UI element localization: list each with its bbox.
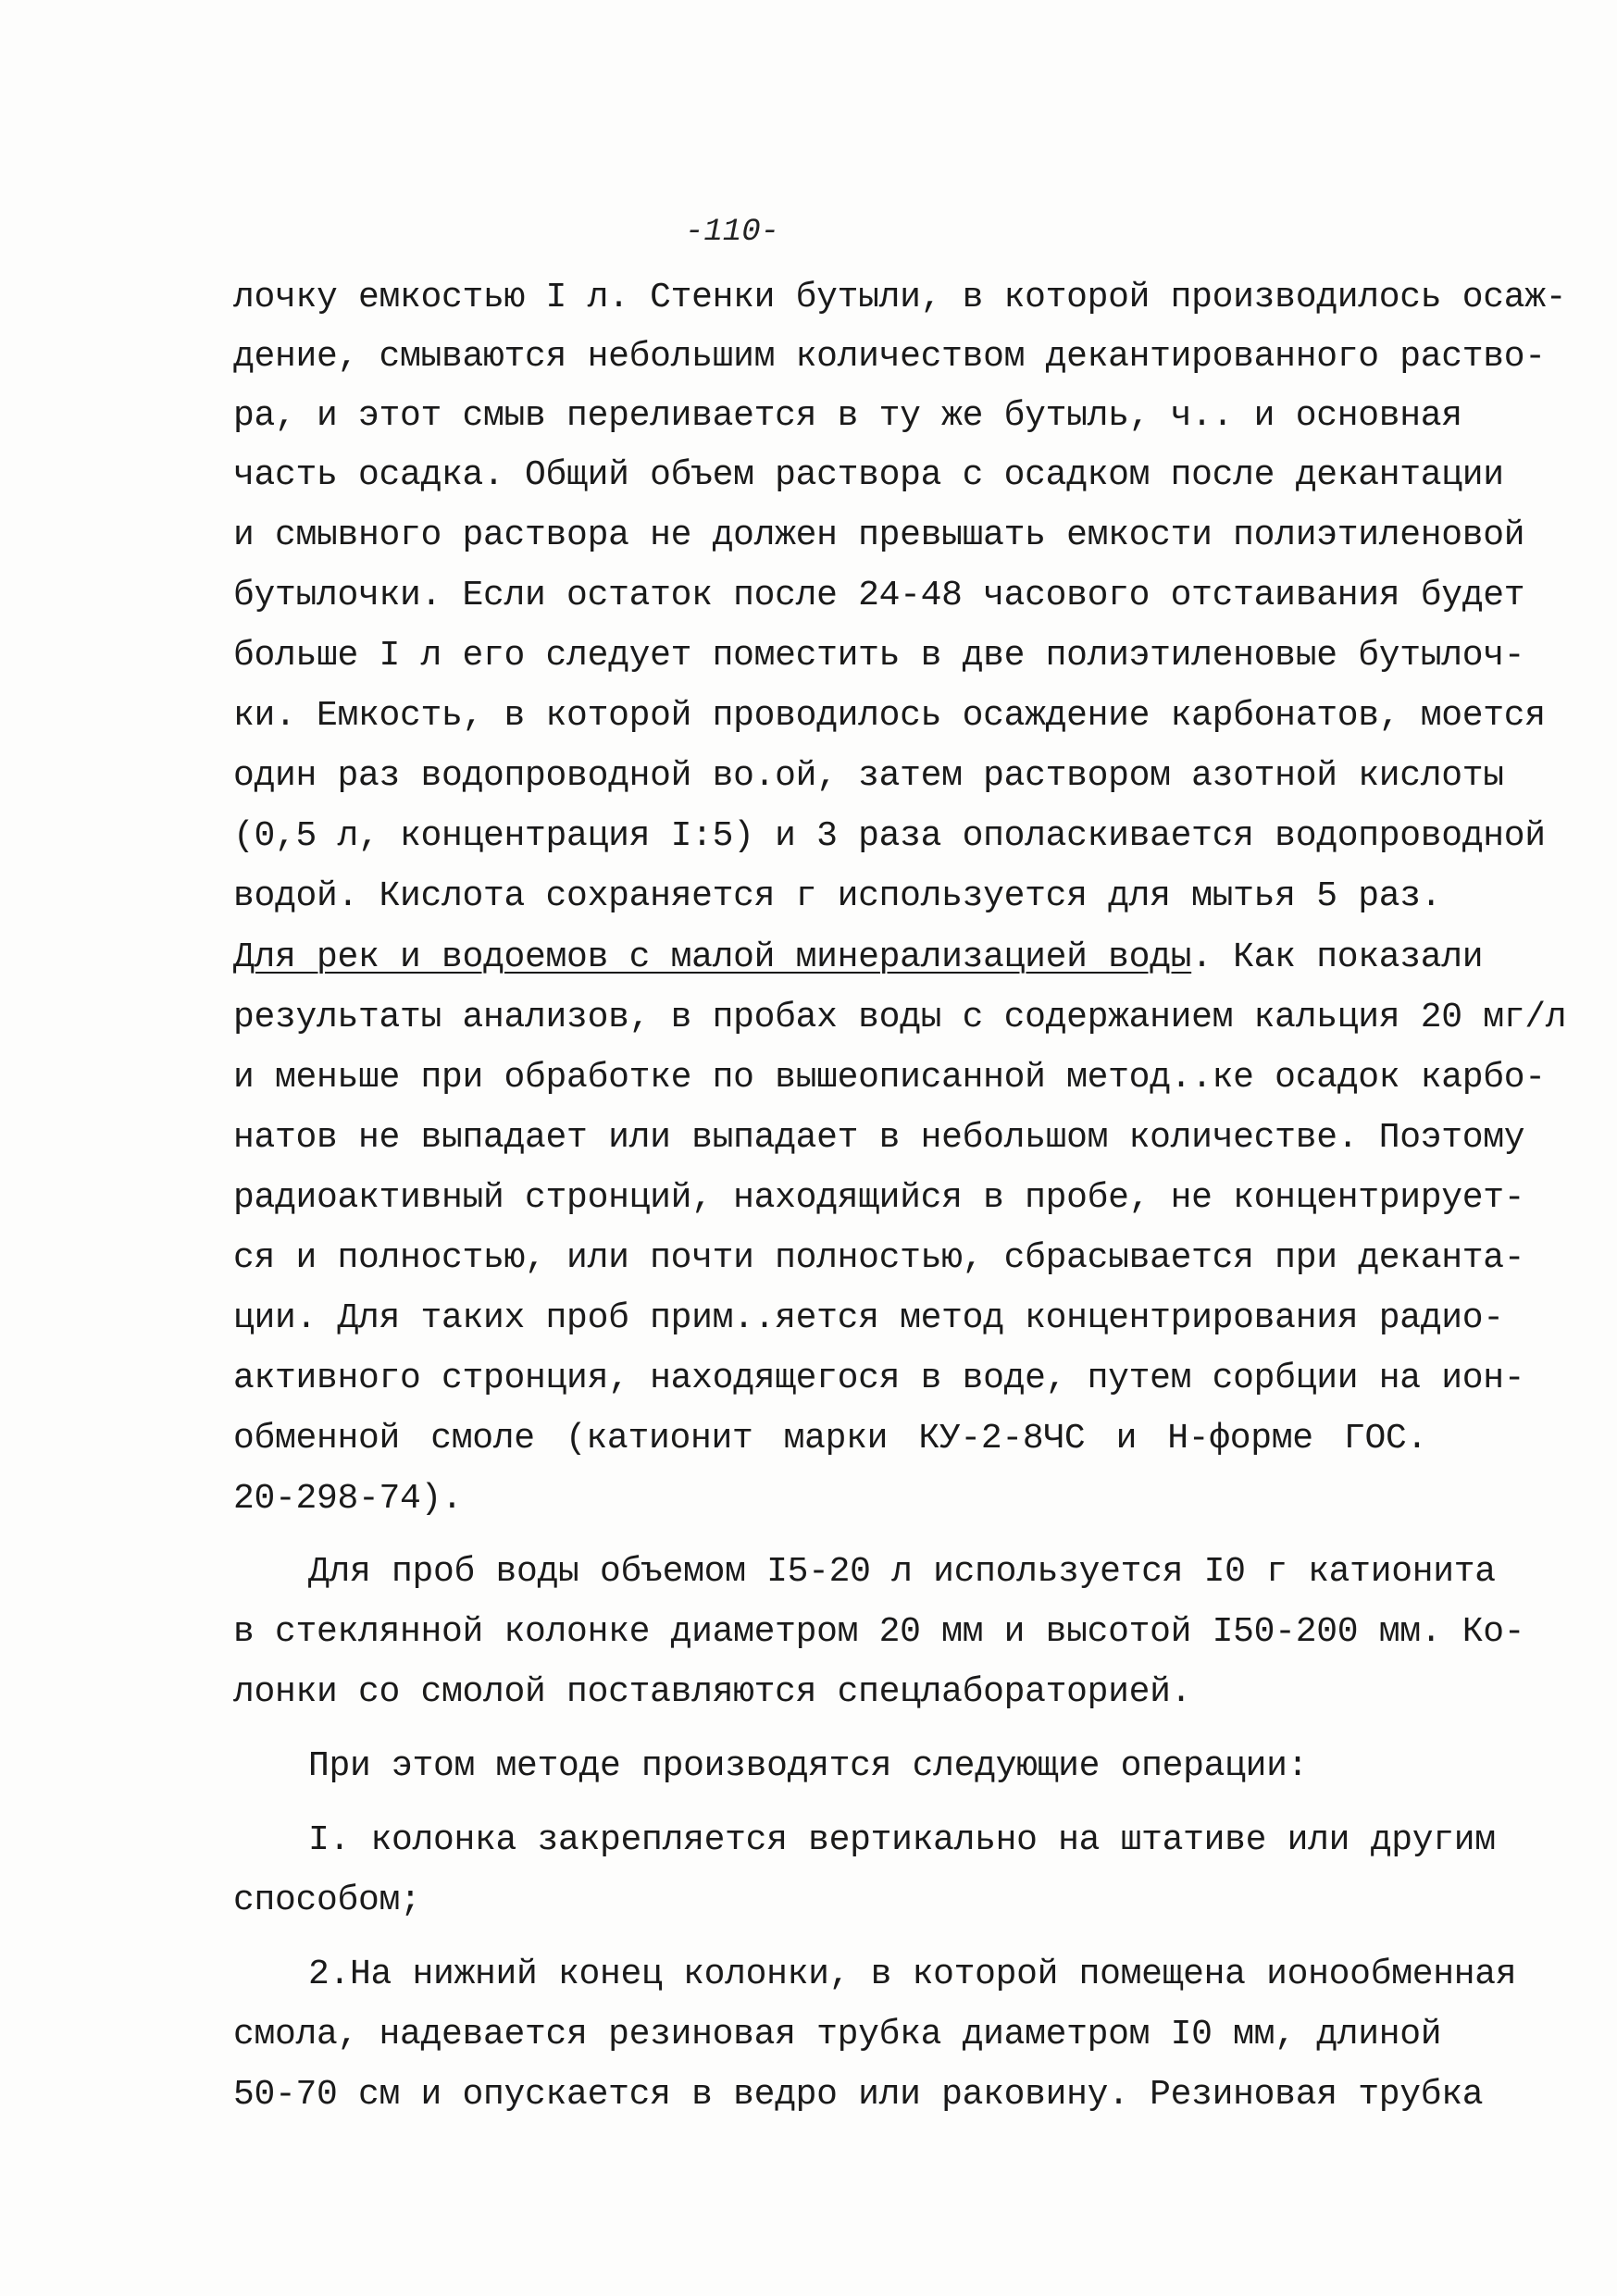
text-line: и смывного раствора не должен превышать емкости полиэтиленовой (233, 515, 1525, 555)
text-line: 50-70 см и опускается в ведро или раковину. Резиновая трубка (233, 2075, 1484, 2115)
text-line: часть осадка. Общий объем раствора с осадком после декантации (233, 455, 1504, 495)
text-line: в стеклянной колонке диаметром 20 мм и высотой I50-200 мм. Ко- (233, 1612, 1525, 1652)
text-line: водой. Кислота сохраняется г используется для мытья 5 раз. (233, 876, 1442, 916)
section-lead-rest: . Как показали (1191, 937, 1484, 977)
page-number: -110- (685, 215, 780, 250)
text-line: бутылочки. Если остаток после 24-48 часового отстаивания будет (233, 576, 1525, 615)
text-line: лочку емкостью I л. Стенки бутыли, в которой производилось осаж- (233, 278, 1567, 317)
text-line: натов не выпадает или выпадает в небольшом количестве. Поэтому (233, 1118, 1525, 1158)
text-line: ки. Емкость, в которой проводилось осаждение карбонатов, моется (233, 696, 1546, 736)
text-line: (0,5 л, концентрация I:5) и 3 раза ополаскивается водопроводной (233, 816, 1546, 856)
section-lead-line (233, 936, 1484, 980)
text-line: ра, и этот смыв переливается в ту же бутыль, ч.. и основная (233, 396, 1462, 436)
section-heading: Для рек и водоемов с малой минерализацией воды (233, 937, 1192, 977)
text-line: радиоактивный стронций, находящийся в пробе, не концентрирует- (233, 1178, 1525, 1218)
text-line: один раз водопроводной во.ой, затем раствором азотной кислоты (233, 756, 1504, 796)
text-line: результаты анализов, в пробах воды с содержанием кальция 20 мг/л (233, 998, 1567, 1037)
text-line: смола, надевается резиновая трубка диаметром I0 мм, длиной (233, 2015, 1442, 2054)
text-line: дение, смываются небольшим количеством декантированного раство- (233, 337, 1546, 377)
text-line: ся и полностью, или почти полностью, сбрасывается при деканта- (233, 1238, 1525, 1278)
text-line: способом; (233, 1880, 421, 1920)
text-line: лонки со смолой поставляются спецлабораторией. (233, 1672, 1192, 1712)
text-line: больше I л его следует поместить в две полиэтиленовые бутылоч- (233, 636, 1525, 676)
text-line: и меньше при обработке по вышеописанной метод..ке осадок карбо- (233, 1058, 1546, 1098)
text-line: обменной смоле (катионит марки КУ-2-8ЧС и Н-форме ГОС. (233, 1419, 1427, 1458)
text-line: активного стронция, находящегося в воде, путем сорбции на ион- (233, 1359, 1525, 1398)
text-line: Для проб воды объемом I5-20 л используется I0 г катионита (308, 1552, 1496, 1592)
text-line: При этом методе производятся следующие операции: (308, 1746, 1309, 1786)
text-line: I. колонка закрепляется вертикально на штативе или другим (308, 1820, 1496, 1860)
text-line: ции. Для таких проб прим..яется метод концентрирования радио- (233, 1298, 1504, 1338)
text-line: 2.На нижний конец колонки, в которой помещена ионообменная (308, 1955, 1517, 1994)
text-line: 20-298-74). (233, 1479, 463, 1519)
